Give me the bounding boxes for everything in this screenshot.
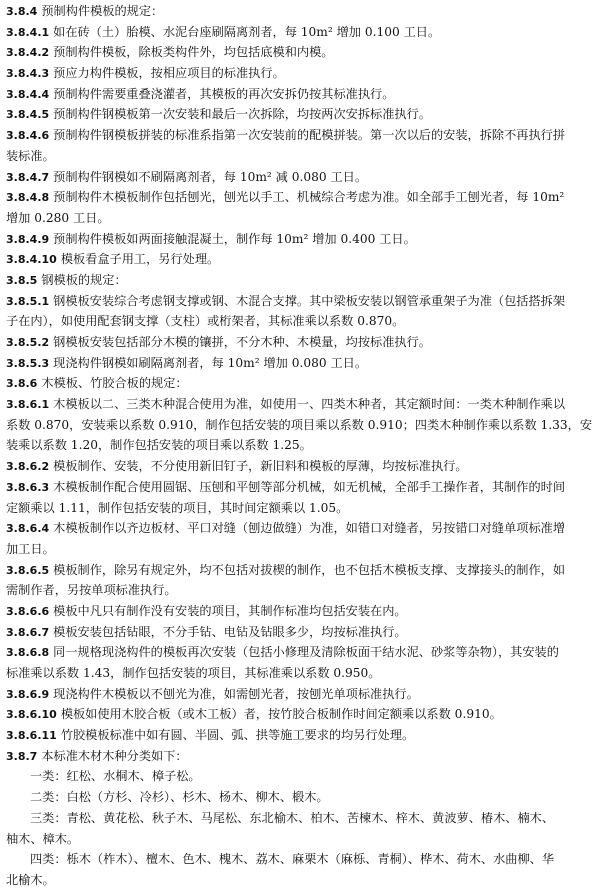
clause-number: 3.8.6.8 xyxy=(6,646,50,660)
clause-text: 预制构件钢模如不刷隔离剂者，每 10m² 减 0.080 工日。 xyxy=(53,169,368,184)
clause-line xyxy=(6,187,594,208)
clause-number: 3.8.7 xyxy=(6,749,38,763)
clause-line xyxy=(6,725,594,746)
clause-text: 标准乘以系数 1.43，制作包括安装的项目，其标准乘以系数 0.950。 xyxy=(6,666,381,680)
continuation-line xyxy=(6,208,594,229)
continuation-line xyxy=(6,870,594,891)
clause-number: 3.8.4.2 xyxy=(6,46,50,60)
continuation-line xyxy=(6,435,594,456)
clause-line xyxy=(6,84,594,105)
continuation-line xyxy=(6,146,594,167)
clause-line xyxy=(6,1,594,22)
clause-text: 需制作者，另按单项标准执行。 xyxy=(6,583,177,598)
clause-text: 预制构件模板的规定： xyxy=(41,4,164,18)
continuation-line xyxy=(6,766,594,787)
clause-number: 3.8.6.11 xyxy=(6,729,57,743)
continuation-line xyxy=(6,849,594,870)
clause-number: 3.8.4.1 xyxy=(6,25,50,39)
clause-line xyxy=(6,249,594,270)
clause-text: 预制构件钢模板拼装的标准系指第一次安装前的配模拼装。第一次以后的安装，拆除不再执行拼 xyxy=(53,128,566,143)
clause-line xyxy=(6,104,594,125)
clause-number: 3.8.5.3 xyxy=(6,356,50,370)
clause-line xyxy=(6,518,594,539)
continuation-line xyxy=(6,311,594,332)
clause-text: 钢模板安装综合考虑钢支撑或钢、木混合支撑。其中梁板安装以钢管承重架子为准（包括搭拆架 xyxy=(53,293,566,308)
clause-number: 3.8.5 xyxy=(6,273,38,287)
clause-number: 3.8.4.10 xyxy=(6,253,57,267)
clause-number: 3.8.4.9 xyxy=(6,232,50,246)
clause-text: 钢模板安装包括部分木模的镶拼，不分木种、木模量，均按标准执行。 xyxy=(53,335,431,349)
clause-line xyxy=(6,229,594,250)
clause-text: 预制构件模板，除板类构件外，均包括底模和内模。 xyxy=(53,45,334,60)
clause-number: 3.8.6.4 xyxy=(6,522,50,536)
clause-text: 加工日。 xyxy=(6,541,55,556)
clause-text: 模板制作，除另有规定外，均不包括对拔楔的制作，也不包括木模板支撑、支撑接头的制作，如 xyxy=(53,562,566,577)
continuation-line xyxy=(6,498,594,519)
clause-number: 3.8.4.3 xyxy=(6,67,50,81)
clause-number: 3.8.6.6 xyxy=(6,604,50,618)
clause-text: 竹胶模板标准中如有圆、半圆、弧、拱等施工要求的均另行处理。 xyxy=(60,728,415,743)
clause-number: 3.8.6 xyxy=(6,377,38,391)
clause-text: 模板中凡只有制作没有安装的项目，其制作标准均包括安装在内。 xyxy=(53,603,407,618)
clause-text: 木模板、竹胶合板的规定： xyxy=(41,376,188,391)
clause-line xyxy=(6,42,594,63)
clause-text: 预制构件木模板制作包括刨光，刨光以手工、机械综合考虑为准。如全部手工刨光者，每 10m² xyxy=(53,190,565,205)
clause-line xyxy=(6,353,594,374)
clause-text: 定额乘以 1.11，制作包括安装的项目，其时间定额乘以 1.05。 xyxy=(6,500,349,515)
clause-line xyxy=(6,270,594,291)
clause-line xyxy=(6,560,594,581)
clause-text: 子在内），如使用配套钢支撑（支柱）或桁架者，其标准乘以系数 0.870。 xyxy=(6,314,405,329)
clause-line xyxy=(6,477,594,498)
clause-number: 3.8.6.9 xyxy=(6,687,50,701)
clause-text: 北榆木。 xyxy=(6,872,55,887)
clause-text: 现浇构件木模板以不刨光为准，如需刨光者，按刨光单项标准执行。 xyxy=(53,686,419,701)
clause-text: 钢模板的规定： xyxy=(41,272,127,287)
clause-line xyxy=(6,291,594,312)
clause-text: 预制构件钢模板第一次安装和最后一次拆除，均按两次安拆标准执行。 xyxy=(53,107,431,122)
clause-number: 3.8.4.4 xyxy=(6,87,50,101)
clause-number: 3.8.6.2 xyxy=(6,460,50,474)
clause-number: 3.8.4.8 xyxy=(6,191,50,205)
clause-line xyxy=(6,332,594,353)
clause-number: 3.8.4.6 xyxy=(6,129,50,143)
clause-number: 3.8.5.2 xyxy=(6,336,50,349)
clause-text: 预制构件需要重叠浇灌者，其模板的再次安拆仍按其标准执行。 xyxy=(53,86,395,101)
clause-text: 预制构件模板如两面接触混凝土，制作每 10m² 增加 0.400 工日。 xyxy=(53,231,416,246)
continuation-line xyxy=(6,808,594,829)
clause-number: 3.8.6.5 xyxy=(6,563,50,577)
clause-line xyxy=(6,684,594,705)
continuation-line xyxy=(6,787,594,808)
clause-line xyxy=(6,373,594,394)
clause-text: 如在砖（土）胎模、水泥台座刷隔离剂者，每 10m² 增加 0.100 工日。 xyxy=(53,24,441,39)
clause-text: 同一规格现浇构件的模板再次安装（包括小修理及清除板面干结水泥、砂浆等杂物），其安装的 xyxy=(53,645,559,660)
clause-line xyxy=(6,456,594,477)
clause-number: 3.8.5.1 xyxy=(6,294,50,308)
clause-line xyxy=(6,704,594,725)
clause-line xyxy=(6,601,594,622)
clause-text: 木模板制作以齐边板材、平口对缝（刨边做缝）为准，如错口对缝者，另按错口对缝单项标准增 xyxy=(53,521,566,536)
clause-text: 木模板以二、三类木种混合使用为准，如使用一、四类木种者，其定额时间：一类木种制作乘以 xyxy=(53,397,566,412)
clause-text: 现浇构件钢模如刷隔离剂者，每 10m² 增加 0.080 工日。 xyxy=(53,355,368,370)
clause-text: 装标准。 xyxy=(6,148,55,163)
continuation-line xyxy=(6,539,594,560)
clause-number: 3.8.6.7 xyxy=(6,625,50,639)
clause-text: 预应力构件模板，按相应项目的标准执行。 xyxy=(53,66,285,81)
clause-text: 柚木、樟木。 xyxy=(6,831,80,846)
clause-line xyxy=(6,167,594,188)
clause-text: 模板看盒子用工，另行处理。 xyxy=(60,252,220,267)
clause-line xyxy=(6,746,594,767)
clause-line xyxy=(6,63,594,84)
clause-text: 系数 0.870，安装乘以系数 0.910，制作包括安装的项目乘以系数 0.910；四类木种制作乘以系数 1.33，安 xyxy=(6,417,593,432)
clause-number: 3.8.4.5 xyxy=(6,108,50,122)
clause-line xyxy=(6,394,594,415)
clause-number: 3.8.6.3 xyxy=(6,480,50,494)
clause-number: 3.8.6.1 xyxy=(6,398,50,412)
clause-text: 增加 0.280 工日。 xyxy=(6,210,110,225)
clause-text: 木模板制作配合使用圆锯、压刨和平刨等部分机械，如无机械，全部手工操作者，其制作的时间 xyxy=(53,479,566,494)
clause-line xyxy=(6,125,594,146)
clause-line xyxy=(6,622,594,643)
clause-text: 模板安装包括钻眼，不分手钻、电钻及钻眼多少，均按标准执行。 xyxy=(53,624,407,639)
clause-text: 本标准木材木种分类如下： xyxy=(41,748,188,763)
continuation-line xyxy=(6,580,594,601)
clause-text: 一类：红松、水桐木、樟子松。 xyxy=(30,769,201,784)
clause-number: 3.8.4.7 xyxy=(6,170,50,184)
clause-number: 3.8.6.10 xyxy=(6,708,57,722)
clause-number: 3.8.4 xyxy=(6,5,38,18)
clause-text: 四类：栎木（柞木）、檀木、色木、槐木、荔木、麻栗木（麻栎、青桐）、桦木、荷木、水曲柳、华 xyxy=(30,852,555,867)
clause-text: 三类：青松、黄花松、秋子木、马尾松、东北榆木、柏木、苦楝木、梓木、黄波萝、椿木、楠木、 xyxy=(30,810,555,825)
clause-text: 二类：白松（方杉、冷杉）、杉木、杨木、柳木、椴木。 xyxy=(30,790,329,805)
clause-text: 装乘以系数 1.20，制作包括安装的项目乘以系数 1.25。 xyxy=(6,438,312,453)
clause-line xyxy=(6,22,594,43)
clause-line xyxy=(6,642,594,663)
continuation-line xyxy=(6,415,594,436)
clause-text: 模板如使用木胶合板（或木工板）者，按竹胶合板制作时间定额乘以系数 0.910。 xyxy=(60,707,502,722)
continuation-line xyxy=(6,663,594,684)
clause-text: 模板制作、安装，不分使用新旧钉子，新旧料和模板的厚薄，均按标准执行。 xyxy=(53,459,468,474)
